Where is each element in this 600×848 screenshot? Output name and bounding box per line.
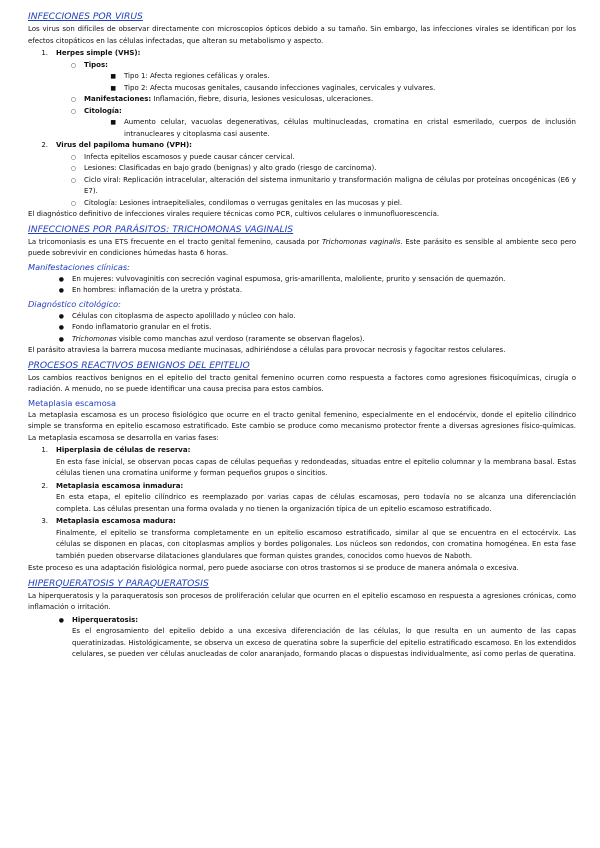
square-bullet-icon: ■ bbox=[110, 119, 116, 126]
procesos-intro: Los cambios reactivos benignos en el epitelio del tracto genital femenino ocurren como respuesta a factores como agresiones fisicoquímicas, cirugía o radiación. A menudo, no se puede identificar una causa precisa para estos cambios. bbox=[28, 373, 576, 393]
list-item-vph-4 bbox=[28, 198, 576, 210]
circle-bullet-icon: ○ bbox=[70, 96, 76, 103]
list-item-phase-3 bbox=[28, 516, 576, 528]
list-item-phase-1 bbox=[28, 445, 576, 457]
section-title-parasitos: INFECCIONES POR PARÁSITOS: TRICHOMONAS VAGINALIS bbox=[28, 223, 294, 235]
procesos-closing: Este proceso es una adaptación fisiológica normal, pero puede asociarse con otros trastornos si se produce de manera anómala o excesiva. bbox=[28, 564, 519, 572]
list-item-diag-2 bbox=[28, 322, 576, 334]
parasitos-intro-b: . Este parásito es sensible al ambiente seco pero puede sobrevivir en condiciones húmedas hasta 6 horas. bbox=[28, 237, 577, 257]
species-name: Trichomonas vaginalis bbox=[322, 237, 401, 246]
phase2-text: En esta etapa, el epitelio cilíndrico es reemplazado por varias capas de células escamosas, pero todavía no se alcanza una diferenciación completa. Las células presentan una forma ovalada y no tienen la organización típica de un epitelio escamoso estratificado. bbox=[56, 493, 576, 513]
diag-text-2: Fondo inflamatorio granular en el frotis. bbox=[72, 323, 212, 331]
list-item-hombres bbox=[28, 285, 576, 297]
tipo2-text: Tipo 2: Afecta mucosas genitales, causando infecciones vaginales, cervicales y vulvares. bbox=[124, 83, 436, 92]
subheading-metaplasia: Metaplasia escamosa bbox=[28, 397, 117, 408]
virus-intro: Los virus son difíciles de observar directamente con microscopios ópticos debido a su tamaño. Sin embargo, las infecciones virales se identifican por los efectos citopáticos en las células infectadas, que alteran su metabolismo y aspecto. bbox=[28, 25, 576, 45]
dot-bullet-icon: ● bbox=[58, 324, 64, 331]
circle-bullet-icon: ○ bbox=[70, 153, 76, 161]
square-bullet-icon: ■ bbox=[110, 84, 116, 92]
list-item-tipo1 bbox=[28, 71, 576, 83]
vph-text-3: Ciclo viral: Replicación intracelular, alteración del sistema inmunitario y transformación maligna de células por proteínas oncogénicas (E6 y E7). bbox=[84, 175, 576, 195]
phase3-title: Metaplasia escamosa madura: bbox=[56, 517, 176, 525]
citologia-label: Citología: bbox=[84, 106, 122, 115]
dot-bullet-icon: ● bbox=[58, 616, 64, 624]
list-number: 3. bbox=[41, 517, 48, 525]
subheading-diagnostico: Diagnóstico citológico: bbox=[28, 298, 121, 309]
list-item-diag-3 bbox=[28, 334, 576, 346]
list-item-manifestaciones bbox=[28, 94, 576, 106]
diag-text-3: visible como manchas azul verdoso (raramente se observan flagelos). bbox=[116, 334, 365, 343]
dot-bullet-icon: ● bbox=[58, 275, 64, 283]
hiperqueratosis-text: Es el engrosamiento del epitelio debido a una excesiva diferenciación de las células, lo que resulta en un aumento de las capas queratinizadas. Histológicamente, se observa un exceso de queratina sobre la superficie del epitelio estratificado escamoso. En los extendidos celulares, se pueden ver células anucleadas de color anaranjado, formando placas o dispuestas individualmente, así como perlas de queratina. bbox=[72, 627, 576, 658]
parasitos-intro bbox=[28, 237, 576, 260]
circle-bullet-icon: ○ bbox=[70, 165, 76, 172]
vph-title: Virus del papiloma humano (VPH): bbox=[56, 141, 192, 149]
manifestaciones-label: Manifestaciones: bbox=[84, 95, 152, 103]
list-item-vph-1 bbox=[28, 152, 576, 164]
list-item-citologia bbox=[28, 106, 576, 118]
section-title-hiperqueratosis: HIPERQUERATOSIS Y PARAQUERATOSIS bbox=[28, 577, 209, 589]
list-item-herpes bbox=[28, 48, 576, 60]
list-item-tipo2 bbox=[28, 83, 576, 95]
list-item-vph-3 bbox=[28, 175, 576, 198]
list-item-citologia-text bbox=[28, 117, 576, 140]
dot-bullet-icon: ● bbox=[58, 335, 64, 343]
manifestaciones-text: Inflamación, fiebre, disuria, lesiones vesiculosas, ulceraciones. bbox=[151, 95, 374, 103]
circle-bullet-icon: ○ bbox=[70, 107, 76, 115]
dot-bullet-icon: ● bbox=[58, 312, 64, 320]
circle-bullet-icon: ○ bbox=[70, 199, 76, 207]
citologia-text: Aumento celular, vacuolas degenerativas, células multinucleadas, cromatina en cristal esmerilado, cuerpos de inclusión intranucleares y citoplasma casi ausente. bbox=[124, 118, 576, 138]
square-bullet-icon: ■ bbox=[110, 73, 116, 80]
list-item-hiperqueratosis bbox=[28, 615, 576, 627]
document-body bbox=[28, 10, 576, 661]
vph-text-4: Citología: Lesiones intraepiteliales, condilomas o verrugas genitales en las mucosas y piel. bbox=[84, 198, 403, 207]
vph-text-1: Infecta epitelios escamosos y puede causar cáncer cervical. bbox=[84, 152, 295, 161]
tipos-label: Tipos: bbox=[84, 60, 108, 69]
phase2-title: Metaplasia escamosa inmadura: bbox=[56, 481, 184, 490]
list-item-tipos bbox=[28, 60, 576, 72]
diag-text-1: Células con citoplasma de aspecto apolillado y núcleo con halo. bbox=[72, 311, 296, 320]
dot-bullet-icon: ● bbox=[58, 287, 64, 294]
vph-text-2: Lesiones: Clasificadas en bajo grado (benignas) y alto grado (riesgo de carcinoma). bbox=[84, 164, 377, 172]
phase1-title: Hiperplasia de células de reserva: bbox=[56, 446, 191, 454]
circle-bullet-icon: ○ bbox=[70, 61, 76, 69]
list-item-vph-2 bbox=[28, 163, 576, 175]
list-item-phase-2 bbox=[28, 481, 576, 493]
hiperqueratosis-intro: La hiperqueratosis y la paraqueratosis son procesos de proliferación celular que ocurren en el epitelio escamoso en respuesta a agresiones crónicas, como inflamación o irritación. bbox=[28, 591, 576, 611]
hiperqueratosis-label: Hiperqueratosis: bbox=[72, 615, 139, 624]
list-item-vph bbox=[28, 140, 576, 152]
list-item-diag-1 bbox=[28, 311, 576, 323]
metaplasia-intro: La metaplasia escamosa es un proceso fisiológico que ocurre en el tracto genital femenino, especialmente en el endocérvix, donde el epitelio cilíndrico simple se transforma en epitelio escamoso estratificado. Este cambio se produce como mecanismo protector frente a diversas agresiones físico-químicas. La metaplasia escamosa se desarrolla en varias fases: bbox=[28, 410, 576, 442]
section-title-procesos: PROCESOS REACTIVOS BENIGNOS DEL EPITELIO bbox=[28, 359, 250, 371]
phase3-text: Finalmente, el epitelio se transforma completamente en un epitelio escamoso estratificado, similar al que se encuentra en el ectocérvix. Las células se disponen en placas, con citoplasmas amplios y bordes poligonales. Los núcleos son redondos, con cromatina homogénea. En esta fase también pueden observarse dilataciones glandulares que forman quistes grandes, conocidos como huevos de Naboth. bbox=[56, 528, 576, 560]
manif-hombres-text: En hombres: inflamación de la uretra y próstata. bbox=[72, 286, 243, 294]
phase1-text: En esta fase inicial, se observan pocas capas de células pequeñas y redondeadas, situadas entre el epitelio columnar y la membrana basal. Estas células tienen una cromatina uniforme y forman pequeños grupos o sincitios. bbox=[56, 457, 576, 477]
list-item-mujeres bbox=[28, 274, 576, 286]
list-number: 2. bbox=[41, 141, 48, 149]
list-number: 1. bbox=[41, 49, 48, 57]
section-title-virus: INFECCIONES POR VIRUS bbox=[28, 11, 143, 22]
tipo1-text: Tipo 1: Afecta regiones cefálicas y orales. bbox=[124, 72, 270, 80]
circle-bullet-icon: ○ bbox=[70, 176, 76, 184]
herpes-title: Herpes simple (VHS): bbox=[56, 49, 141, 57]
virus-closing: El diagnóstico definitivo de infecciones virales requiere técnicas como PCR, cultivos celulares o inmunofluorescencia. bbox=[28, 210, 440, 218]
parasitos-intro-a: La tricomoniasis es una ETS frecuente en el tracto genital femenino, causada por bbox=[28, 237, 323, 246]
subheading-manifestaciones: Manifestaciones clínicas: bbox=[28, 261, 130, 272]
parasitos-closing: El parásito atraviesa la barrera mucosa mediante mucinasas, adhiriéndose a células para provocar necrosis y fagocitar restos celulares. bbox=[28, 346, 506, 354]
list-number: 2. bbox=[41, 481, 48, 490]
manif-mujeres-text: En mujeres: vulvovaginitis con secreción vaginal espumosa, gris-amarillenta, maloliente, prurito y sensación de quemazón. bbox=[72, 274, 506, 283]
list-number: 1. bbox=[41, 446, 48, 454]
diag-species: Trichomonas bbox=[72, 334, 117, 343]
